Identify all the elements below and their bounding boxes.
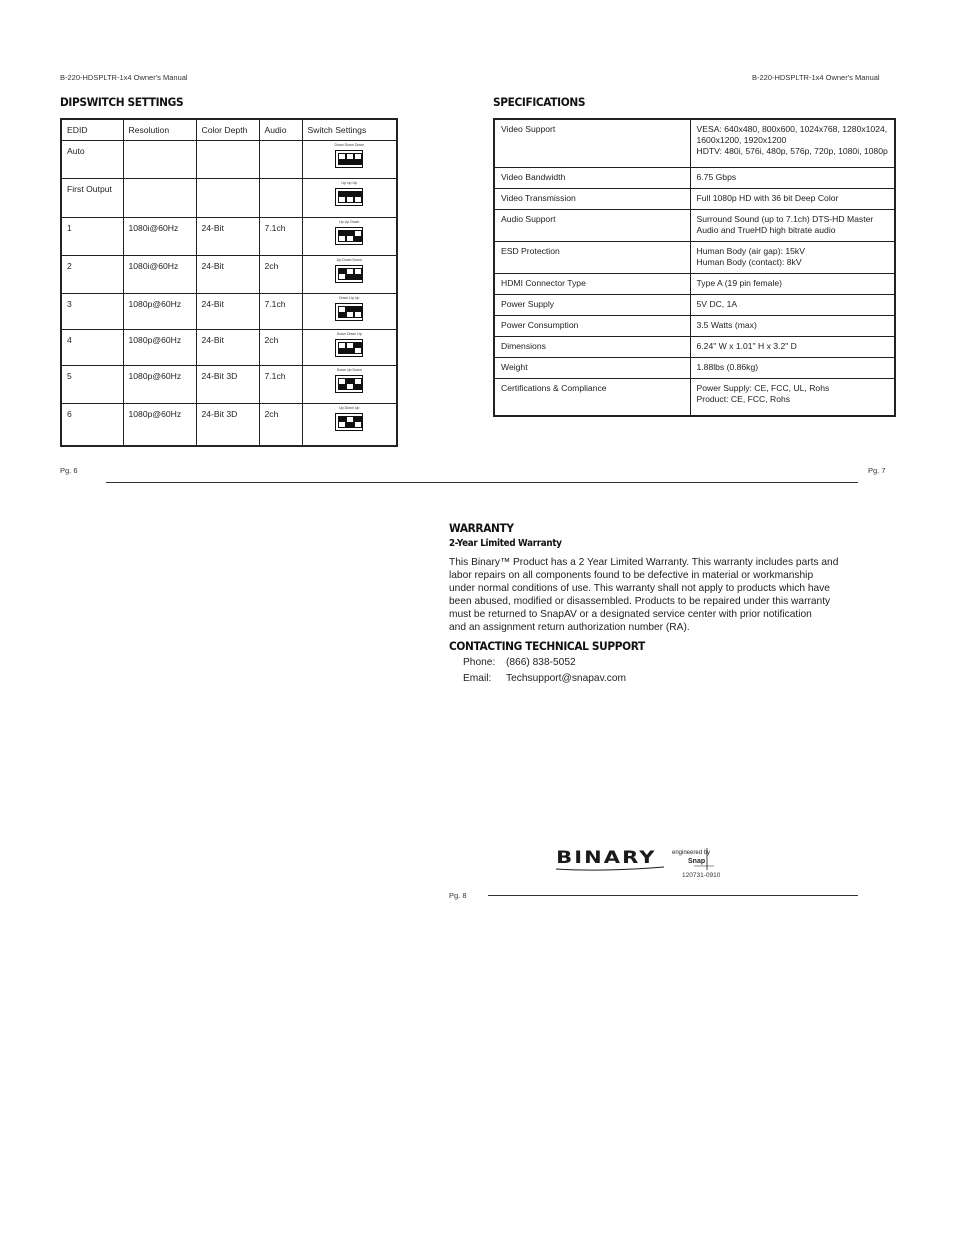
dipswitch-cell-depth: 24-Bit <box>196 294 259 330</box>
dip-switch-diagram <box>331 220 367 247</box>
spec-row <box>494 316 895 337</box>
dipswitch-cell-depth: 24-Bit 3D <box>196 366 259 404</box>
warranty-line: under normal conditions of use. This warranty shall not apply to products which have <box>449 583 830 594</box>
spec-name: Certifications & Compliance <box>494 379 690 417</box>
dipswitch-cell-audio: 2ch <box>259 404 302 446</box>
switch-knob <box>339 159 345 164</box>
dip-switch-diagram <box>331 368 367 395</box>
dipswitch-cell-edid: 5 <box>61 366 123 404</box>
specifications-title: SPECIFICATIONS <box>493 95 586 109</box>
spec-row <box>494 379 895 417</box>
switch-settings-cell <box>302 404 397 446</box>
spec-value <box>690 210 895 242</box>
switch-knob <box>355 159 361 164</box>
spec-value-line: Power Supply: CE, FCC, UL, Rohs <box>696 383 830 393</box>
switch-toggle-down <box>346 268 354 280</box>
switch-toggle-down <box>346 416 354 428</box>
switch-settings-cell <box>302 218 397 256</box>
dip-switch-diagram <box>331 143 367 170</box>
dipswitch-row <box>61 366 397 404</box>
warranty-text <box>449 556 841 634</box>
dipswitch-cell-audio <box>259 141 302 179</box>
switch-knob <box>339 192 345 197</box>
dipswitch-cell-depth: 24-Bit <box>196 218 259 256</box>
dipswitch-row <box>61 141 397 179</box>
switch-body <box>335 227 363 245</box>
switch-position-labels: Up Up Down <box>339 220 360 224</box>
spec-row <box>494 242 895 274</box>
switch-position-labels: Down Up Down <box>336 368 362 372</box>
page-number-8: Pg. 8 <box>449 891 467 900</box>
dipswitch-cell-depth: 24-Bit 3D <box>196 404 259 446</box>
switch-knob <box>347 422 353 427</box>
warranty-line: must be returned to SnapAV or a designated service center with prior notification <box>449 609 812 620</box>
support-title: CONTACTING TECHNICAL SUPPORT <box>449 639 645 653</box>
switch-toggle-down <box>338 153 346 165</box>
spec-value-line: 1600x1200, 1920x1200 <box>696 135 787 145</box>
dipswitch-cell-audio: 7.1ch <box>259 218 302 256</box>
dip-switch-diagram <box>331 181 367 208</box>
spec-value-line: HDTV: 480i, 576i, 480p, 576p, 720p, 1080i, 1080p <box>696 146 888 156</box>
dipswitch-cell-resolution: 1080i@60Hz <box>123 218 196 256</box>
spec-value <box>690 379 895 417</box>
spec-name: Dimensions <box>494 337 690 358</box>
spec-value <box>690 189 895 210</box>
spec-name: Video Bandwidth <box>494 168 690 189</box>
spec-row <box>494 337 895 358</box>
spec-value-line: Audio and TrueHD high bitrate audio <box>696 225 836 235</box>
dipswitch-table <box>60 118 398 447</box>
spec-name: Weight <box>494 358 690 379</box>
switch-knob <box>347 348 353 353</box>
switch-knob <box>355 343 361 348</box>
switch-toggle-down <box>338 378 346 390</box>
dipswitch-column-header: Color Depth <box>196 119 259 141</box>
spec-value <box>690 168 895 189</box>
switch-knob <box>347 159 353 164</box>
warranty-line: labor repairs on all components found to be defective in material or workmanship <box>449 570 814 581</box>
spec-value-line: 3.5 Watts (max) <box>696 320 757 330</box>
dipswitch-row <box>61 179 397 218</box>
spec-value <box>690 242 895 274</box>
switch-toggle-up <box>354 191 362 203</box>
switch-knob <box>355 417 361 422</box>
specifications-table <box>493 118 896 417</box>
spec-value <box>690 274 895 295</box>
dipswitch-cell-edid: Auto <box>61 141 123 179</box>
engineered-by-text: engineered by <box>672 850 711 856</box>
spec-name: Video Transmission <box>494 189 690 210</box>
phone-number: (866) 838-5052 <box>506 657 576 668</box>
spec-row <box>494 295 895 316</box>
dipswitch-cell-resolution: 1080i@60Hz <box>123 256 196 294</box>
switch-position-labels: Up Up Up <box>341 181 358 185</box>
dipswitch-cell-edid: 3 <box>61 294 123 330</box>
switch-knob <box>339 417 345 422</box>
spec-name: Audio Support <box>494 210 690 242</box>
dipswitch-cell-audio: 2ch <box>259 256 302 294</box>
switch-knob <box>355 307 361 312</box>
spec-value <box>690 295 895 316</box>
switch-toggle-up <box>346 230 354 242</box>
dipswitch-row <box>61 330 397 366</box>
switch-settings-cell <box>302 330 397 366</box>
switch-toggle-down <box>354 153 362 165</box>
switch-toggle-down <box>346 153 354 165</box>
spec-row <box>494 189 895 210</box>
switch-position-labels: Up Down Down <box>336 258 362 262</box>
switch-toggle-down <box>338 306 346 318</box>
switch-knob <box>347 274 353 279</box>
dipswitch-cell-edid: 6 <box>61 404 123 446</box>
page-divider <box>106 482 858 483</box>
dipswitch-row <box>61 294 397 330</box>
dip-switch-diagram <box>331 296 367 323</box>
spec-row <box>494 210 895 242</box>
dipswitch-column-header: Resolution <box>123 119 196 141</box>
dipswitch-cell-audio: 7.1ch <box>259 366 302 404</box>
dipswitch-cell-audio <box>259 179 302 218</box>
switch-knob <box>355 274 361 279</box>
switch-position-labels: Up Down Up <box>339 406 360 410</box>
switch-body <box>335 265 363 283</box>
dipswitch-cell-edid: First Output <box>61 179 123 218</box>
dipswitch-cell-resolution <box>123 179 196 218</box>
dipswitch-column-header: Switch Settings <box>302 119 397 141</box>
switch-body <box>335 375 363 393</box>
warranty-line: been abused, modified or disassembled. Products to be repaired under this warranty <box>449 596 831 607</box>
document-code: 120731-0910 <box>682 872 721 879</box>
snap-logo-text: Snap <box>688 858 706 865</box>
dipswitch-cell-audio: 7.1ch <box>259 294 302 330</box>
dipswitch-header-row <box>61 119 397 141</box>
dipswitch-cell-resolution: 1080p@60Hz <box>123 404 196 446</box>
dipswitch-cell-depth <box>196 141 259 179</box>
switch-toggle-down <box>354 268 362 280</box>
switch-toggle-up <box>338 268 346 280</box>
svg-text:BINARY: BINARY <box>556 846 657 868</box>
spec-name: Power Consumption <box>494 316 690 337</box>
page-number-7: Pg. 7 <box>868 466 886 475</box>
spec-name: Video Support <box>494 119 690 168</box>
spec-value-line: 1.88lbs (0.86kg) <box>696 362 759 372</box>
page-8-divider <box>488 895 858 896</box>
spec-value-line: Human Body (contact): 8kV <box>696 257 802 267</box>
dipswitch-cell-depth: 24-Bit <box>196 256 259 294</box>
switch-knob <box>347 307 353 312</box>
switch-knob <box>355 192 361 197</box>
spec-value <box>690 119 895 168</box>
switch-knob <box>355 236 361 241</box>
spec-value-line: VESA: 640x480, 800x600, 1024x768, 1280x1024, <box>696 124 888 134</box>
spec-value-line: 6.24" W x 1.01" H x 3.2" D <box>696 341 797 351</box>
switch-body <box>335 413 363 431</box>
switch-settings-cell <box>302 366 397 404</box>
spec-row <box>494 274 895 295</box>
switch-toggle-up <box>338 416 346 428</box>
switch-settings-cell <box>302 256 397 294</box>
switch-toggle-up <box>354 416 362 428</box>
switch-toggle-up <box>354 306 362 318</box>
dipswitch-cell-resolution: 1080p@60Hz <box>123 330 196 366</box>
spec-value <box>690 358 895 379</box>
switch-knob <box>347 231 353 236</box>
warranty-line: This Binary™ Product has a 2 Year Limited Warranty. This warranty includes parts and <box>449 557 839 568</box>
spec-name: Power Supply <box>494 295 690 316</box>
switch-toggle-down <box>354 378 362 390</box>
switch-toggle-down <box>338 342 346 354</box>
switch-knob <box>339 269 345 274</box>
switch-toggle-down <box>354 230 362 242</box>
switch-body <box>335 303 363 321</box>
switch-position-labels: Down Up Up <box>339 296 360 300</box>
spec-value-line: 6.75 Gbps <box>696 172 737 182</box>
dipswitch-cell-resolution: 1080p@60Hz <box>123 366 196 404</box>
dipswitch-row <box>61 256 397 294</box>
email-label: Email: <box>463 673 492 684</box>
switch-settings-cell <box>302 141 397 179</box>
warranty-title: WARRANTY <box>449 521 514 535</box>
email-address[interactable]: Techsupport@snapav.com <box>506 673 627 684</box>
dipswitch-cell-edid: 2 <box>61 256 123 294</box>
switch-body <box>335 150 363 168</box>
spec-value-line: 5V DC, 1A <box>696 299 738 309</box>
switch-toggle-down <box>346 342 354 354</box>
dipswitch-row <box>61 404 397 446</box>
spec-row <box>494 168 895 189</box>
switch-knob <box>355 384 361 389</box>
spec-value-line: Surround Sound (up to 7.1ch) DTS-HD Master <box>696 214 874 224</box>
switch-knob <box>339 231 345 236</box>
warranty-subtitle: 2-Year Limited Warranty <box>449 538 562 549</box>
switch-toggle-up <box>346 306 354 318</box>
dipswitch-column-header: Audio <box>259 119 302 141</box>
switch-knob <box>339 348 345 353</box>
dipswitch-cell-resolution: 1080p@60Hz <box>123 294 196 330</box>
switch-knob <box>347 192 353 197</box>
switch-settings-cell <box>302 179 397 218</box>
dip-switch-diagram <box>331 332 367 359</box>
spec-row <box>494 358 895 379</box>
switch-toggle-up <box>338 230 346 242</box>
dipswitch-cell-edid: 1 <box>61 218 123 256</box>
header-left-title: B-220-HDSPLTR-1x4 Owner's Manual <box>60 73 188 82</box>
spec-value-line: Type A (19 pin female) <box>696 278 783 288</box>
switch-toggle-up <box>346 378 354 390</box>
switch-position-labels: Down Down Up <box>336 332 362 336</box>
switch-body <box>335 339 363 357</box>
switch-toggle-up <box>354 342 362 354</box>
phone-label: Phone: <box>463 657 496 668</box>
spec-name: ESD Protection <box>494 242 690 274</box>
dipswitch-cell-audio: 2ch <box>259 330 302 366</box>
switch-position-labels: Down Down Down <box>334 143 365 147</box>
dip-switch-diagram <box>331 258 367 285</box>
dipswitch-cell-resolution <box>123 141 196 179</box>
header-right-title: B-220-HDSPLTR-1x4 Owner's Manual <box>752 73 880 82</box>
spec-name: HDMI Connector Type <box>494 274 690 295</box>
dipswitch-title: DIPSWITCH SETTINGS <box>60 95 184 109</box>
warranty-line: and an assignment return authorization number (RA). <box>449 622 690 633</box>
spec-value <box>690 337 895 358</box>
spec-value-line: Full 1080p HD with 36 bit Deep Color <box>696 193 839 203</box>
dipswitch-cell-depth: 24-Bit <box>196 330 259 366</box>
dipswitch-cell-depth <box>196 179 259 218</box>
spec-value-line: Product: CE, FCC, Rohs <box>696 394 791 404</box>
spec-value <box>690 316 895 337</box>
switch-body <box>335 188 363 206</box>
dipswitch-cell-edid: 4 <box>61 330 123 366</box>
dip-switch-diagram <box>331 406 367 433</box>
switch-settings-cell <box>302 294 397 330</box>
spec-value-line: Human Body (air gap): 15kV <box>696 246 805 256</box>
page-number-6: Pg. 6 <box>60 466 78 475</box>
switch-knob <box>339 384 345 389</box>
dipswitch-row <box>61 218 397 256</box>
switch-toggle-up <box>346 191 354 203</box>
switch-knob <box>339 312 345 317</box>
switch-toggle-up <box>338 191 346 203</box>
spec-row <box>494 119 895 168</box>
switch-knob <box>347 379 353 384</box>
dipswitch-column-header: EDID <box>61 119 123 141</box>
